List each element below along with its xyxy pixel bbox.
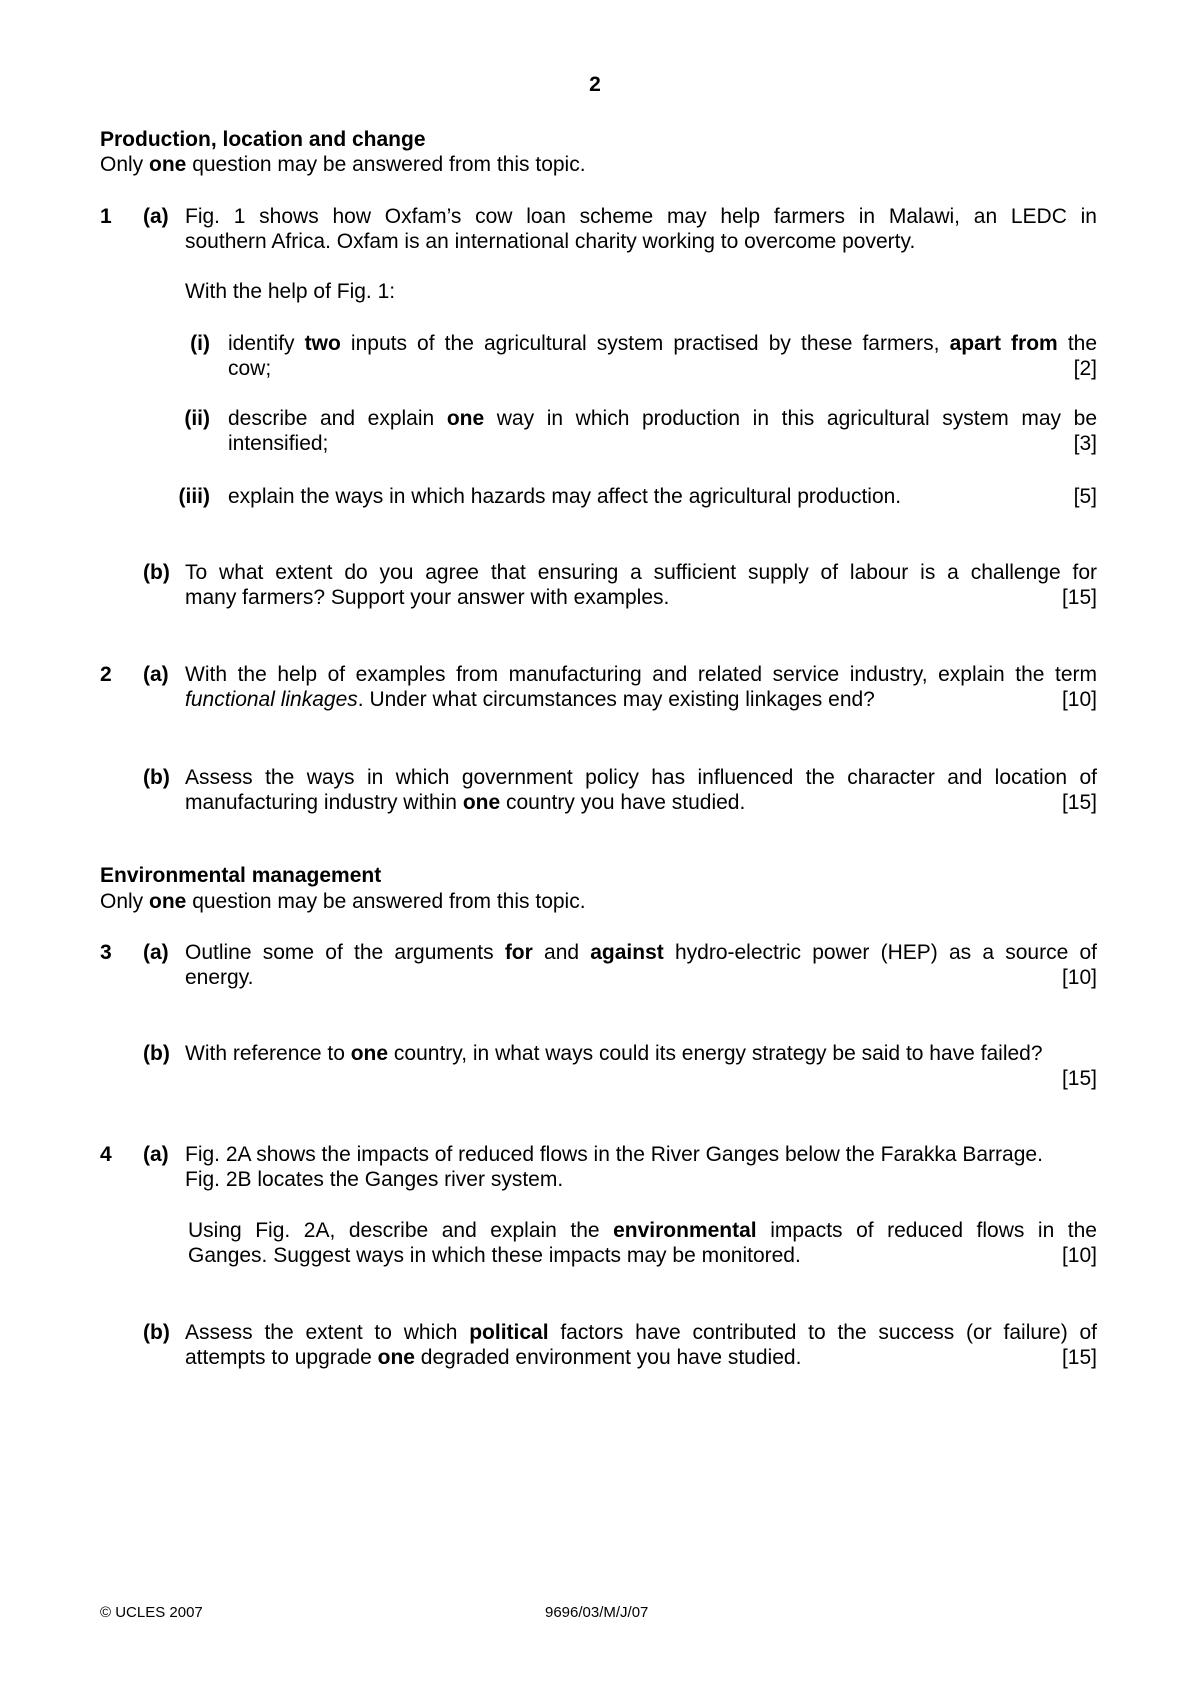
page-number: 2: [589, 73, 601, 96]
q2-part-a-marks: [10]: [1061, 688, 1097, 711]
q4-part-a-text: Fig. 2A shows the impacts of reduced flows in the River Ganges below the Farakka Barrage. Fig. 2B locates the Ganges river system.: [185, 1143, 1043, 1191]
q2-part-b-marks: [15]: [1061, 791, 1097, 814]
q1-part-a-label: (a): [143, 205, 169, 228]
section-intro-environmental: Only one question may be answered from this topic.: [100, 890, 586, 913]
footer-paper-code: 9696/03/M/J/07: [545, 1604, 649, 1621]
q1-sub-i-text: identify two inputs of the agricultural system practised by these farmers, apart from the cow; [2]: [228, 332, 1098, 380]
q4-part-a-marks: [10]: [1061, 1244, 1097, 1267]
section-heading-production: Production, location and change: [100, 128, 426, 151]
q1-sub-iii-text: explain the ways in which hazards may affect the agricultural production. [5]: [228, 485, 1097, 508]
q3-part-b-text: With reference to one country, in what ways could its energy strategy be said to have failed? [15]: [185, 1042, 1097, 1090]
q4-part-b-label: (b): [143, 1321, 170, 1344]
q3-part-a-marks: [10]: [1061, 966, 1097, 989]
question-number-3: 3: [100, 941, 112, 964]
q3-part-b-label: (b): [143, 1042, 170, 1065]
q1-sub-iii-marks: [5]: [1073, 485, 1097, 508]
q3-part-b-marks: [15]: [1061, 1067, 1097, 1090]
q1-sub-i-marks: [2]: [1073, 357, 1097, 380]
question-number-4: 4: [100, 1143, 112, 1166]
q1-sub-i-label: (i): [190, 332, 210, 355]
footer-copyright: © UCLES 2007: [100, 1604, 203, 1621]
q2-part-a-label: (a): [143, 663, 169, 686]
q2-part-a-text: With the help of examples from manufacturing and related service industry, explain the term functional linkages. Under what circumstances may existing linkages end? [10]: [185, 663, 1097, 711]
q1-sub-ii-label: (ii): [184, 407, 210, 430]
question-number-1: 1: [100, 205, 112, 228]
q2-part-b-label: (b): [143, 766, 170, 789]
q4-part-b-marks: [15]: [1061, 1346, 1097, 1369]
section-intro-production: Only one question may be answered from this topic.: [100, 153, 586, 176]
q1-part-b-marks: [15]: [1061, 586, 1097, 609]
q1-part-a-text: Fig. 1 shows how Oxfam’s cow loan scheme may help farmers in Malawi, an LEDC in southern Africa. Oxfam is an international charity working to overcome poverty.: [185, 205, 1097, 253]
q1-part-b-text: To what extent do you agree that ensuring a sufficient supply of labour is a challenge for many farmers? Support your answer with examples. [15]: [185, 561, 1097, 609]
q1-sub-iii-label: (iii): [178, 485, 210, 508]
q1-sub-ii-text: describe and explain one way in which production in this agricultural system may be intensified; [3]: [228, 407, 1097, 455]
q1-part-b-label: (b): [143, 561, 170, 584]
q4-part-a-label: (a): [143, 1143, 169, 1166]
q4-part-b-text: Assess the extent to which political factors have contributed to the success (or failure) of attempts to upgrade one degraded environment you have studied. [15]: [185, 1321, 1097, 1369]
section-heading-environmental: Environmental management: [100, 864, 382, 887]
q1-with-help: With the help of Fig. 1:: [185, 280, 396, 303]
q4-part-a-using-text: Using Fig. 2A, describe and explain the environmental impacts of reduced flows in the Ganges. Suggest ways in which these impacts may be monitored. [10]: [188, 1219, 1097, 1267]
q2-part-b-text: Assess the ways in which government policy has influenced the character and location of manufacturing industry within one country you have studied. [15]: [185, 766, 1097, 814]
question-number-2: 2: [100, 663, 112, 686]
q3-part-a-text: Outline some of the arguments for and against hydro-electric power (HEP) as a source of energy. [10]: [185, 941, 1097, 989]
q3-part-a-label: (a): [143, 941, 169, 964]
q1-sub-ii-marks: [3]: [1073, 432, 1097, 455]
